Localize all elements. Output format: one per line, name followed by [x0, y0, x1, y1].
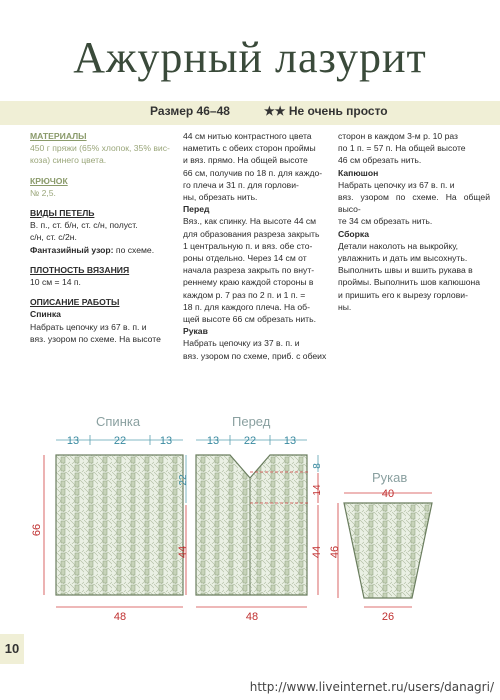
back-cont-1: 44 см нитью контрастного цвета [183, 131, 312, 141]
back-heading: Спинка [30, 309, 61, 320]
back-schematic [31, 435, 183, 623]
front-right-dim-2: 14 [312, 484, 323, 496]
sleeve-diagram-label: Рукав [372, 470, 408, 485]
sleeve-shape [344, 503, 432, 598]
sleeve-cont-1: сторон в каждом 3-м р. 10 раз [338, 131, 458, 141]
density-heading: ПЛОТНОСТЬ ВЯЗАНИЯ [30, 264, 130, 275]
sleeve-height: 46 [329, 545, 341, 559]
front-line-4: роны отдельно. Через 14 см от [183, 253, 307, 264]
back-line-2: вяз. узором по схеме. На высоте [30, 333, 161, 344]
sleeve-top: 40 [381, 488, 395, 500]
back-cont-2: наметить с обеих сторон проймы [183, 143, 316, 154]
hook-value: № 2,5. [30, 187, 56, 198]
hook-heading: КРЮЧОК [30, 175, 68, 186]
density-value: 10 см = 14 п. [30, 277, 81, 288]
back-top-seg-3: 13 [159, 435, 173, 447]
materials-line-2: коза) синего цвета. [30, 155, 107, 166]
back-cont-5: го плеча и 31 п. для горлови- [183, 179, 299, 190]
hood-line-2: вяз. узором по схеме. На общей высо- [338, 192, 490, 215]
stitches-heading: ВИДЫ ПЕТЕЛЬ [30, 208, 95, 219]
front-right-dim-3: 44 [311, 545, 323, 559]
materials-line-1: 450 г пряжи (65% хлопок, 35% вис- [30, 143, 170, 154]
difficulty-label: Не очень просто [288, 104, 388, 118]
hood-line-1: Набрать цепочку из 67 в. п. и [338, 179, 455, 190]
front-top-seg-3: 13 [283, 435, 297, 447]
back-top-seg-2: 22 [113, 435, 127, 447]
sleeve-bottom: 26 [381, 611, 395, 623]
assembly-line-3: Выполнить швы и вшить рукава в [338, 265, 473, 276]
sleeve-cont-2: по 1 п. = 57 п. На общей высоте [338, 143, 466, 154]
stitches-line-2: с/н, ст. с/2н. [30, 232, 77, 243]
source-url[interactable]: http://www.liveinternet.ru/users/danagri/ [249, 680, 494, 694]
front-top-seg-2: 22 [243, 435, 257, 447]
front-heading: Перед [183, 204, 210, 215]
front-line-5: начала разреза закрыть по внут- [183, 265, 315, 276]
front-schematic [177, 435, 323, 623]
hood-line-3: те 34 см обрезать нить. [338, 216, 433, 227]
front-diagram-label: Перед [232, 414, 271, 429]
front-line-9: щей высоте 66 см обрезать нить. [183, 314, 316, 325]
materials-heading: МАТЕРИАЛЫ [30, 131, 87, 141]
sleeve-line-1: Набрать цепочку из 37 в. п. и [183, 338, 300, 349]
front-right-dim-1: 8 [312, 463, 323, 469]
back-cont-3: и вяз. прямо. На общей высоте [183, 155, 308, 166]
front-shape [196, 455, 307, 595]
sleeve-cont-3: 46 см обрезать нить. [338, 155, 422, 166]
back-cont-6: ны, обрезать нить. [183, 192, 258, 203]
assembly-line-1: Детали наколоть на выкройку, [338, 240, 459, 251]
hood-heading: Капюшон [338, 167, 379, 178]
stitches-line-1: В. п., ст. б/н, ст. с/н, полуст. [30, 220, 138, 231]
back-line-1: Набрать цепочку из 67 в. п. и [30, 321, 147, 332]
sleeve-line-2: вяз. узором по схеме, приб. с обеих [183, 350, 327, 361]
back-top-seg-1: 13 [66, 435, 80, 447]
front-line-3: 1 центральную п. и вяз. обе сто- [183, 240, 313, 251]
front-left-dim-1: 22 [178, 474, 189, 486]
assembly-heading: Сборка [338, 228, 369, 239]
assembly-line-5: и пришить его к вырезу горлови- [338, 289, 468, 300]
front-top-seg-1: 13 [206, 435, 220, 447]
page-title: Ажурный лазурит [73, 33, 427, 82]
size-label: Размер 46–48 [150, 104, 230, 118]
page-number: 10 [0, 634, 24, 664]
front-line-7: каждом р. 7 раз по 2 п. и 1 п. = [183, 289, 306, 300]
front-line-8: 18 п. для каждого плеча. На об- [183, 301, 310, 312]
back-diagram-label: Спинка [96, 414, 141, 429]
pattern-text: по схеме. [113, 244, 155, 255]
description-heading: ОПИСАНИЕ РАБОТЫ [30, 297, 120, 308]
back-width: 48 [113, 611, 127, 623]
back-cont-4: 66 см, получив по 18 п. для каждо- [183, 167, 323, 178]
back-shape [56, 455, 183, 595]
front-left-dim-2: 44 [177, 545, 189, 559]
assembly-line-4: проймы. Выполнить шов капюшона [338, 277, 481, 288]
back-height: 66 [31, 523, 43, 537]
front-line-2: для образования разреза закрыть [183, 228, 320, 239]
pattern-label: Фантазийный узор: [30, 244, 114, 255]
sleeve-schematic [329, 488, 432, 623]
sleeve-heading: Рукав [183, 326, 208, 337]
front-line-1: Вяз., как спинку. На высоте 44 см [183, 216, 317, 227]
front-width: 48 [245, 611, 259, 623]
assembly-line-2: увлажнить и дать им высохнуть. [338, 253, 468, 264]
assembly-line-6: ны. [338, 301, 352, 312]
front-line-6: реннему краю каждой стороны в [183, 277, 314, 288]
difficulty-stars: ★★ [264, 104, 286, 118]
